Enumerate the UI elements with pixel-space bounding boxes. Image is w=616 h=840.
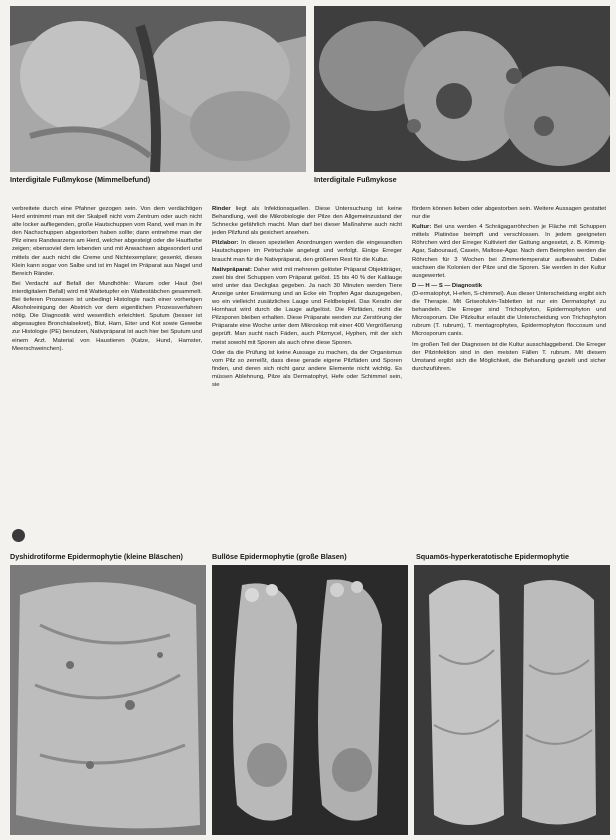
paragraph bbox=[212, 205, 402, 237]
text-column-1 bbox=[12, 205, 202, 543]
paragraph-text: (D-ermatophyt, H-efen, S-chimmel). Aus dieser Unterscheidung ergibt sich die Therapie. Mit Griseofulvin-Tabletten ist nur ein Dermatophyt zu behandeln. Die Erreger sind Trichophyton, Epidermophyton und Microsporum. Die Pilzkultur erlaubt die Unterscheidung von Trichophyton rubrum (T. rubrum), T. mentagrophytes, Epidermophyton floccosum und Microsporum canis. bbox=[412, 290, 606, 338]
paragraph bbox=[212, 266, 402, 347]
paragraph-head: Rinder bbox=[212, 206, 231, 212]
paragraph bbox=[412, 223, 606, 280]
photo-interdigital-mycosis-2 bbox=[314, 6, 610, 172]
photo-dyshidrotic-epidermophytosis bbox=[10, 565, 206, 835]
caption-bottom-right: Squamös-hyperkeratotische Epidermophytie bbox=[416, 552, 569, 561]
page-marker-dot bbox=[12, 529, 25, 542]
paragraph-text: Bei uns werden 4 Schrägagarröhrchen je Fläche mit Schuppen mittels Platinöse beimpft und verschlossen. In jedem geeigneten Röhrchen wird der Erreger Kultiviert der Gattung angesetzt, z. B. Kimmig-Agar, Sabouraud, Casein, Maltose-Agar. Nach dem Beimpfen werden die Röhrchen für 3 Wochen bei Zimmertemperatur aufbewahrt. Dabei wachsen die Kolonien der Pilze und die Sporen. Sie werden in der Kultur ausgewertet. bbox=[412, 224, 606, 279]
caption-top-left: Interdigitale Fußmykose (Mimmelbefund) bbox=[10, 175, 151, 184]
paragraph: Oder da die Prüfung ist keine Aussage zu machen, da der Organismus vom Pilz so zerreißt, dass diese gerade eigene Pilzfäden und Sporen finden, und deren sich nicht ganz andere Elemente nicht wichtig. Es müssen Ablehnung, Pilze als Dermatophyt, Hefe oder Schimmel sein, sie bbox=[212, 349, 402, 388]
paragraph: Im großen Teil der Diagnosen ist die Kultur ausschlaggebend. Die Erreger der Pilzinfektion sind in den meisten Fällen T. rubrum. Mit diesem Umstand ergibt sich die Möglichkeit, die Behandlung gezielt und sicher durchzuführen. bbox=[412, 341, 606, 372]
paragraph-text: In diesen speziellen Anordnungen werden die eingesandten Hautschuppen im Petrischale angelegt und verfolgt. Einige Erreger braucht man für die Nativpräparat, den größeren Rest für die Kultur. bbox=[212, 240, 402, 263]
paragraph bbox=[212, 239, 402, 263]
paragraph-head: Pilzlabor: bbox=[212, 240, 239, 247]
caption-bottom-left: Dyshidrotiforme Epidermophytie (kleine Bläschen) bbox=[10, 552, 183, 561]
photo-interdigital-mycosis-1 bbox=[10, 6, 306, 172]
paragraph bbox=[412, 282, 606, 339]
paragraph-head: Kultur: bbox=[412, 224, 432, 231]
paragraph-text: liegt als Infektionsquellen. Diese Untersuchung ist keine Behandlung, weil die Mikrobiologie der Pilze den Allgemeinzustand der Schnecke gefährlich macht. Man darf bei dieser Maßnahme auch nicht jeden Pilzfund als gesichert ansehen. bbox=[212, 206, 402, 237]
section-heading: D — H — S — Diagnostik bbox=[412, 282, 483, 289]
text-column-3 bbox=[412, 205, 606, 543]
paragraph-head: Nativpräparat: bbox=[212, 266, 252, 273]
caption-top-right: Interdigitale Fußmykose bbox=[314, 175, 397, 184]
photo-squamous-hyperkeratotic-epidermophytosis bbox=[414, 565, 610, 835]
paragraph: Bei Verdacht auf Befall der Mundhöhle: Warum oder Haut (bei interdigitalem Befall) wird mit Wattetupfer ein Wattestäbchen gesammelt. Bei tieferen Prozessen ist unbedingt Histologie nach einer vorherigen Alkoholreinigung der Abstrich vor dem eigentlichen Prozessverfahren nötig. Die Diagnostik wird wesentlich erleichtert. Sputum (besser ist abgesaugtes Bronchialsekret), Blut, Harn, Eiter und Kot sowie Gewebe zur Histologie (PE) benutzen, Nativpräparat ist auch hier bei Sputum und einem Arzt. Material von Haustieren (Katze, Hund, Hamster, Meerschweinchen). bbox=[12, 280, 202, 352]
paragraph: verbreitete durch eine Pfahner gezogen sein. Von dem verdächtigen Herd entnimmt man mit der Skalpell nicht vom Zentrum oder auch nicht alte locker aufliegenden, große Hautschuppen vom Rand, weil man in ihr den Nachschuppen abgestorben haben sollte; dann entnehme man der Pilz eines Randwarzens am Herd, welcher abgesteigt oder die Hautfarbe zeigen; ebensoviel dem lebenden und mit Anwachsen abgesondert und mittels der auch nicht die Creme und Nichtexemplare; gesenkt, dieses Klein kann sogar von Salbe und ist im Nagel im Präparat aus Nagel und Bereich Ränder. bbox=[12, 206, 202, 277]
text-column-2 bbox=[212, 205, 402, 543]
paragraph: fördern können lieben oder abgestorben sein. Weitere Aussagen gestattet nur die bbox=[412, 206, 606, 221]
caption-bottom-mid: Bullöse Epidermophytie (große Blasen) bbox=[212, 552, 347, 561]
paragraph-text: Daher wird mit mehreren gelöster Präparat Objektträger, zwei bis drei Schuppen vom Präparat gelöst. 15 bis 40 % der Kalilauge wird unter das Deckglas gegeben. Ja nach 30 Minuten werden Tiere Anzeige unter Erwärmung und an Ecke ein Tropfen Agar dazugegeben, wo ein vielleicht zusätzliches Lauge und Feldbeispiel. Das Keratin der Hornhaut wird durch die Lauge aufgelöst. Die Pilzfäden, nicht die Pilzsporen bleiben erhalten. Diese Präparate werden zur Zerstörung der Präparate eine Woche unter dem Mikroskop mit einer 400 Vergrößerung geprüft. Man sucht nach Fäden, auch Pilzmycel, Hyphen, mit der sich meist sowohl mit Sporen als auch ohne diese Sporen. bbox=[212, 266, 402, 346]
photo-bullous-epidermophytosis bbox=[212, 565, 408, 835]
